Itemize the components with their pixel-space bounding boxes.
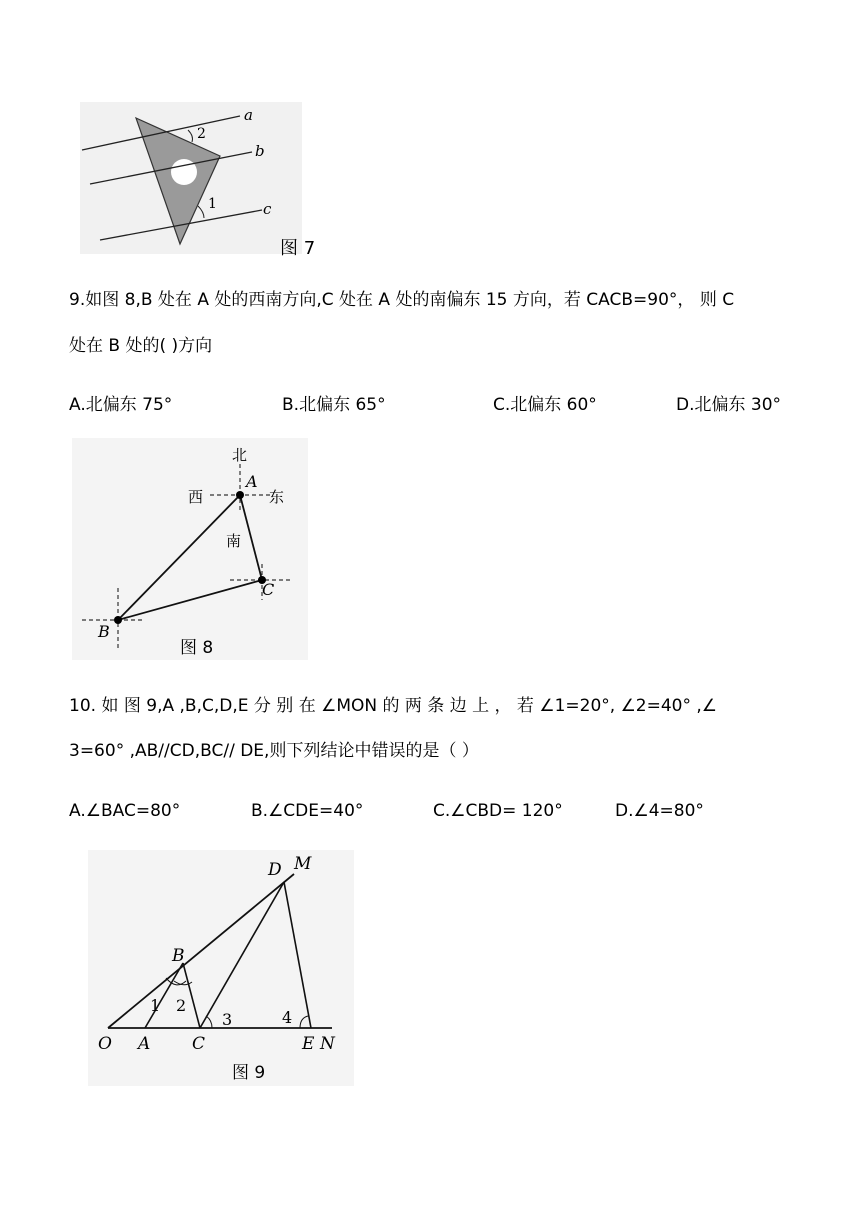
question-10-line-2: 3=60° ,AB//CD,BC// DE,则下列结论中错误的是（ ） [69, 741, 479, 761]
angle-label-2: 2 [197, 126, 206, 142]
line-label-c: c [263, 200, 272, 218]
point-c-label: C [262, 580, 275, 599]
figure-9 [88, 850, 354, 1086]
q9-option-a: A.北偏东 75° [69, 395, 173, 415]
q10-option-b: B.∠CDE=40° [251, 801, 364, 821]
point-c-label: C [192, 1034, 206, 1054]
question-9-line-2: 处在 B 处的( )方向 [69, 336, 213, 356]
compass-west-label: 西 [188, 488, 204, 506]
figure-7-caption: 图 7 [280, 238, 316, 259]
point-d-label: D [268, 860, 282, 880]
point-n-label: N [320, 1034, 335, 1054]
q10-option-a: A.∠BAC=80° [69, 801, 181, 821]
point-e-label: E [302, 1034, 315, 1054]
point-b-label: B [172, 946, 185, 966]
figure-7 [80, 102, 340, 262]
point-o-label: O [98, 1034, 112, 1054]
point-a-label: A [138, 1034, 151, 1054]
figure-8 [72, 438, 308, 660]
line-label-a: a [244, 106, 253, 124]
figure-8-caption: 图 8 [180, 638, 214, 658]
question-9-line-1: 9.如图 8,B 处在 A 处的西南方向,C 处在 A 处的南偏东 15 方向，若 CACB=90°， 则 C [69, 290, 735, 310]
angle-1-label: 1 [150, 996, 161, 1015]
compass-east-label: 东 [269, 488, 285, 506]
line-label-b: b [255, 142, 265, 160]
angle-4-label: 4 [282, 1008, 293, 1027]
q9-option-d: D.北偏东 30° [676, 395, 782, 415]
question-10-line-1: 10. 如 图 9,A ,B,C,D,E 分 别 在 ∠MON 的 两 条 边 上 ， 若 ∠1=20°, ∠2=40° ,∠ [69, 696, 718, 716]
q10-option-c: C.∠CBD= 120° [433, 801, 563, 821]
q10-option-d: D.∠4=80° [615, 801, 704, 821]
q9-option-c: C.北偏东 60° [493, 395, 597, 415]
point-b-label: B [98, 622, 110, 641]
compass-north-label: 北 [232, 446, 248, 464]
angle-3-label: 3 [222, 1010, 233, 1029]
point-m-label: M [294, 854, 312, 874]
q9-option-b: B.北偏东 65° [282, 395, 386, 415]
figure-9-caption: 图 9 [232, 1063, 266, 1083]
angle-2-label: 2 [176, 996, 187, 1015]
angle-label-1: 1 [208, 196, 217, 212]
point-a-label: A [246, 472, 258, 491]
compass-south-label: 南 [226, 532, 242, 550]
